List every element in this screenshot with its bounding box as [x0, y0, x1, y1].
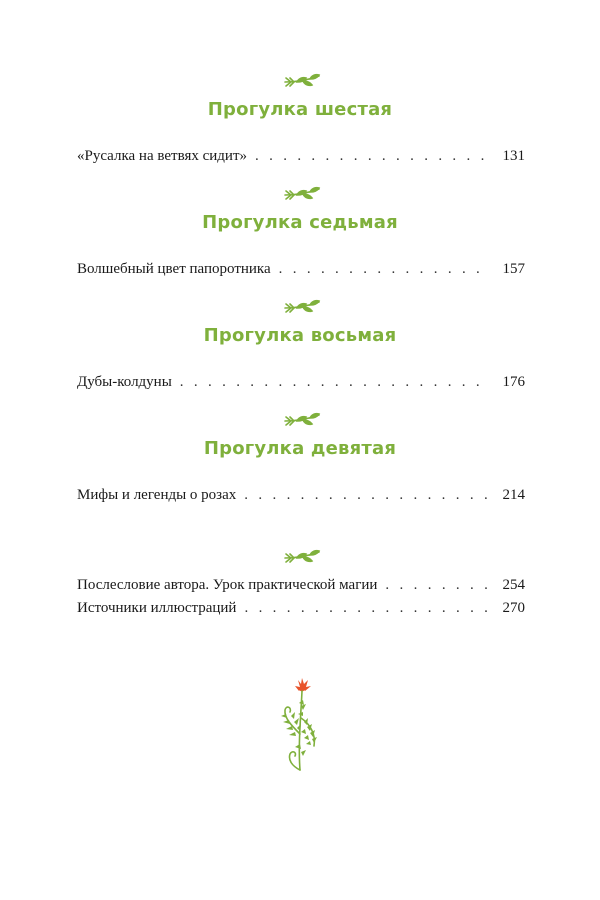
toc-entry-title: Волшебный цвет папоротника — [77, 261, 271, 277]
leaf-sprig-icon — [283, 73, 321, 89]
fern-illustration — [270, 674, 330, 778]
leaf-sprig-icon — [283, 186, 321, 202]
dot-leader — [385, 575, 489, 595]
toc-entry[interactable] — [77, 575, 525, 595]
toc-entry-title: «Русалка на ветвях сидит» — [77, 148, 248, 164]
toc-entry-page: 214 — [502, 487, 525, 503]
section-title-9: Прогулка девятая — [203, 438, 397, 459]
toc-entry-title: Источники иллюстраций — [77, 600, 237, 616]
dot-leader — [255, 146, 489, 166]
toc-entry[interactable] — [77, 485, 525, 505]
toc-entry[interactable] — [77, 372, 525, 392]
toc-entry-page: 176 — [502, 374, 525, 390]
section-title-7: Прогулка седьмая — [202, 212, 398, 233]
dot-leader — [244, 598, 489, 618]
dot-leader — [244, 485, 489, 505]
leaf-sprig-icon — [283, 412, 321, 428]
toc-entry[interactable] — [77, 259, 525, 279]
toc-entry-title: Послесловие автора. Урок практической магии — [77, 577, 378, 593]
section-title-8: Прогулка восьмая — [203, 325, 397, 346]
toc-entry-page: 270 — [502, 600, 525, 616]
dot-leader — [180, 372, 489, 392]
toc-entry-title: Мифы и легенды о розах — [77, 487, 237, 503]
leaf-sprig-icon — [283, 549, 321, 565]
toc-entry-title: Дубы-колдуны — [77, 374, 172, 390]
toc-entry-page: 157 — [502, 261, 525, 277]
dot-leader — [279, 259, 489, 279]
section-title-6: Прогулка шестая — [207, 99, 393, 120]
leaf-sprig-icon — [283, 299, 321, 315]
toc-entry[interactable] — [77, 598, 525, 618]
toc-entry-page: 254 — [502, 577, 525, 593]
toc-entry-page: 131 — [502, 148, 525, 164]
toc-entry[interactable] — [77, 146, 525, 166]
